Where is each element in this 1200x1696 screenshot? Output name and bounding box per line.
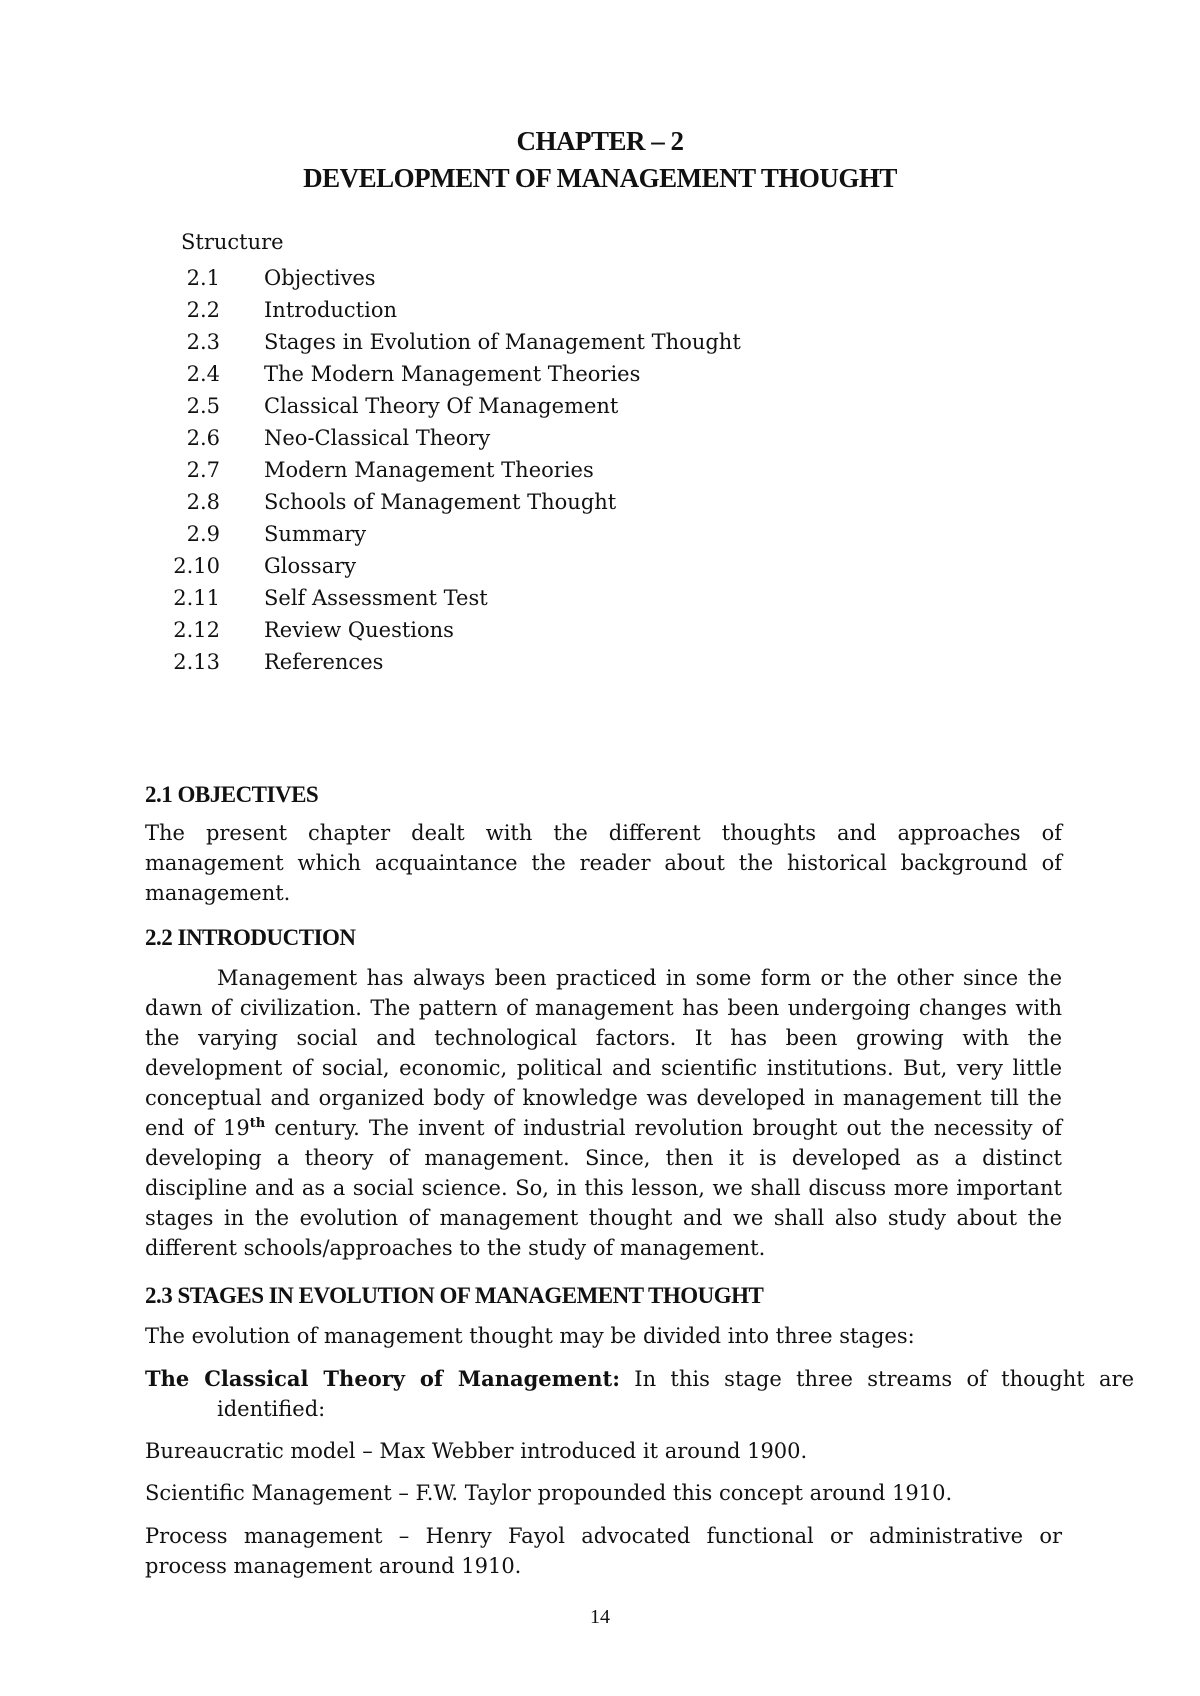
classical-theory-label: The Classical Theory of Management: [145,1366,620,1391]
structure-item-label: References [264,650,384,674]
structure-item-number: 2.3 [186,330,220,354]
structure-item [170,554,870,586]
structure-item-label: Schools of Management Thought [264,490,617,514]
structure-item-label: Review Questions [264,618,454,642]
page-number: 14 [590,1606,610,1628]
introduction-superscript: th [249,1116,266,1131]
structure-item [170,650,870,682]
stages-intro: The evolution of management thought may be divided into three stages: [145,1324,915,1348]
structure-item-number: 2.7 [186,458,220,482]
structure-item [170,618,870,650]
structure-item [170,298,870,330]
introduction-heading: 2.2 INTRODUCTION [145,925,356,950]
structure-item-number: 2.2 [186,298,220,322]
structure-item-number: 2.9 [186,522,220,546]
chapter-title: DEVELOPMENT OF MANAGEMENT THOUGHT [303,163,897,193]
introduction-paragraph [145,963,1062,1263]
structure-item-label: Glossary [264,554,357,578]
structure-item-number: 2.10 [173,554,220,578]
classical-theory-text: In this stage three streams of thought are identified: [217,1367,1134,1421]
structure-item [170,426,870,458]
structure-item [170,266,870,298]
structure-item [170,330,870,362]
classical-theory-paragraph [145,1364,1134,1424]
bureaucratic-model-line: Bureaucratic model – Max Webber introduced it around 1900. [145,1439,808,1463]
structure-item-number: 2.5 [186,394,220,418]
structure-item-label: Classical Theory Of Management [264,394,619,418]
chapter-number: CHAPTER – 2 [516,126,684,156]
structure-item [170,522,870,554]
structure-item-number: 2.6 [186,426,220,450]
structure-item-label: Stages in Evolution of Management Thought [264,330,741,354]
structure-item [170,490,870,522]
structure-item-label: Summary [264,522,367,546]
introduction-text-part1: Management has always been practiced in some form or the other since the dawn of civilization. The pattern of management has been undergoing changes with the varying social and technological factors. It has been growing with the development of social, economic, political and scientific institutions. But, very little conceptual and organized body of knowledge was developed in management till the end of 19 [145,966,1062,1140]
structure-item-number: 2.4 [186,362,220,386]
structure-item [170,458,870,490]
structure-item-number: 2.1 [186,266,220,290]
structure-item-label: Modern Management Theories [264,458,594,482]
structure-item [170,362,870,394]
structure-item-number: 2.12 [173,618,220,642]
structure-item-number: 2.13 [173,650,220,674]
scientific-management-line: Scientific Management – F.W. Taylor propounded this concept around 1910. [145,1481,953,1505]
structure-list [170,266,870,682]
structure-item-label: The Modern Management Theories [264,362,641,386]
structure-item-label: Introduction [264,298,397,322]
introduction-text-part2: century. The invent of industrial revolution brought out the necessity of developing a theory of management. Since, then it is developed as a distinct discipline and as a social science. So, in this lesson, we shall discuss more important stages in the evolution of management thought and we shall also study about the different schools/approaches to the study of management. [145,1116,1062,1260]
objectives-paragraph: The present chapter dealt with the different thoughts and approaches of management which acquaintance the reader about the historical background of management. [145,821,1062,905]
structure-item-label: Neo-Classical Theory [264,426,491,450]
structure-item-number: 2.11 [173,586,220,610]
structure-item [170,394,870,426]
structure-item-number: 2.8 [186,490,220,514]
process-management-paragraph: Process management – Henry Fayol advocated functional or administrative or process management around 1910. [145,1524,1062,1578]
structure-heading: Structure [181,230,284,254]
structure-item [170,586,870,618]
structure-item-label: Self Assessment Test [264,586,488,610]
structure-item-label: Objectives [264,266,376,290]
objectives-heading: 2.1 OBJECTIVES [145,782,319,807]
stages-heading: 2.3 STAGES IN EVOLUTION OF MANAGEMENT THOUGHT [145,1283,764,1308]
